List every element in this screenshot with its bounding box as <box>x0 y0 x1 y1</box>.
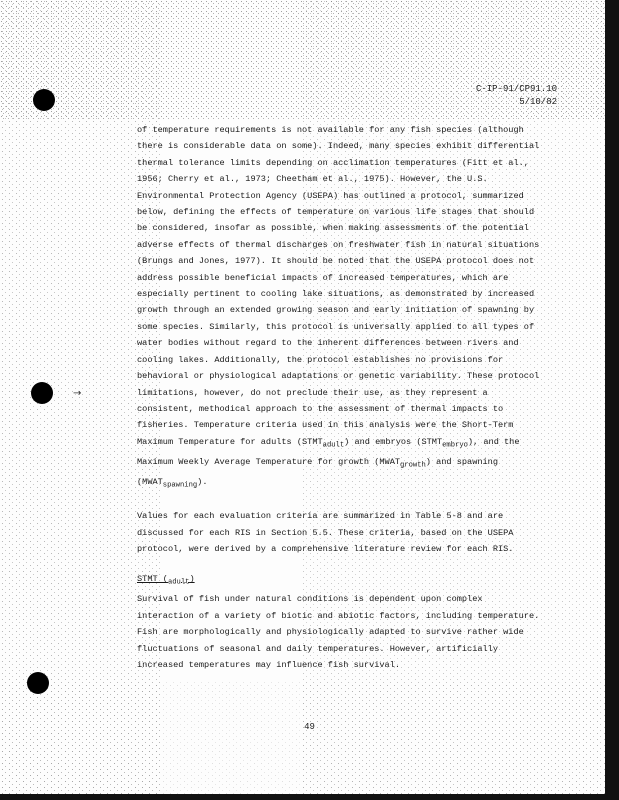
punch-hole-top <box>33 89 55 111</box>
punch-hole-bottom <box>27 672 49 694</box>
document-date: 5/10/82 <box>519 97 557 107</box>
document-id: C-IP-91/CP91.10 <box>475 84 557 94</box>
punch-hole-middle <box>31 382 53 404</box>
paragraph-1: of temperature requirements is not available for any fish species (although there is considerable data on some). Indeed, many species exhibit differential thermal tolerance limits depending on acclimation temperatures (Fitt et al., 1956; Cherry et al., 1973; Cheetham et al., 1975). However, the U.S. Environmental Protection Agency (USEPA) has outlined a protocol, summarized below, defining the effects of temperature on various life stages that should be considered, insofar as possible, when making assessments of the potential adverse effects of thermal discharges on freshwater fish in natural situations (Brungs and Jones, 1977). It should be noted that the USEPA protocol does not address possible beneficial impacts of increased temperatures, which are especially pertinent to cooling lake situations, as demonstrated by increased growth through an extended growing season and early initiation of spawning by some species. Similarly, this protocol is universally applied to all types of water bodies without regard to the inherent differences between rivers and cooling lakes. Additionally, the protocol establishes no provisions for behavioral or physiological adaptations or genetic variability. These protocol limitations, however, do not preclude their use, as they represent a consistent, methodical approach to the assessment of thermal impacts to fisheries. Temperature criteria used in this analysis were the Short-Term Maximum Temperature for adults $(STMT_{adult})$ and embryos $(STMT_{embryo})$, and the Maximum Weekly Average Temperature for growth $(MWAT_{growth})$ and spawning $(MWAT_{spawning})$. <box>137 125 540 490</box>
page-number: 49 <box>304 722 315 732</box>
scan-edge-bottom <box>0 794 619 800</box>
paragraph-3: Survival of fish under natural conditions is dependent upon complex interaction of a variety of biotic and abiotic factors, including temperature. Fish are morphologically and physiologically adapted to survive rather wide fluctuations of seasonal and daily temperatures. However, artificially increased temperatures may influence fish survival. <box>137 594 540 671</box>
paragraph-2: Values for each evaluation criteria are summarized in Table 5-8 and are discussed for each RIS in Section 5.5. These criteria, based on the USEPA protocol, were derived by a comprehensive literature review for each RIS. <box>137 511 514 554</box>
section-heading: STMT $(_{adult})$ <box>137 574 195 588</box>
margin-mark: → <box>73 388 82 399</box>
document-header <box>476 83 557 109</box>
document-body <box>137 122 542 673</box>
scan-edge-right <box>605 0 619 800</box>
